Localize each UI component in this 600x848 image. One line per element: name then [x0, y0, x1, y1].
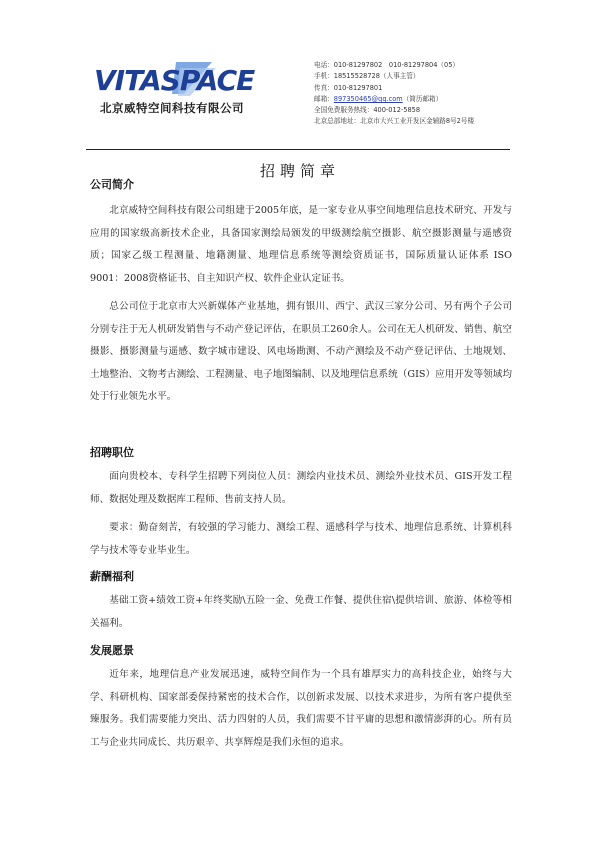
paragraph: 近年来，地理信息产业发展迅速，威特空间作为一个具有雄厚实力的高科技企业，始终与大学、科研机构、国家部委保持紧密的技术合作，以创新求发展、以技术求进步，为所有客户提供至臻服务。我们需要能力突出、活力四射的人员，我们需要不甘平庸的思想和激情澎湃的心。所有员工与企业共同成长、共历艰辛、共享辉煌是我们永恒的追求。 — [90, 669, 512, 748]
section-positions — [90, 444, 512, 562]
letterhead — [88, 56, 528, 140]
section-heading: 公司简介 — [90, 178, 134, 191]
section-heading: 招聘职位 — [90, 446, 134, 459]
contact-mobile: 手机：18515528728（人事主管） — [314, 72, 420, 81]
company-name: 北京威特空间科技有限公司 — [100, 101, 244, 115]
contact-phone: 电话：010-81297802 010-81297804（05） — [314, 61, 460, 69]
contact-address: 北京总部地址：北京市大兴工业开发区金辅路8号2号楼 — [314, 117, 475, 126]
logo-text: VITASPACE — [94, 64, 255, 97]
vitaspace-logo — [88, 56, 288, 100]
paragraph: 面向贵校本、专科学生招聘下列岗位人员：测绘内业技术员、测绘外业技术员、GIS开发工程师、数据处理及数据库工程师、售前支持人员。 — [90, 471, 512, 505]
paragraph: 北京威特空间科技有限公司组建于2005年底，是一家专业从事空间地理信息技术研究、开发与应用的国家级高新技术企业，具备国家测绘局颁发的甲级测绘航空摄影、航空摄影测量与遥感资质；国家乙级工程测量、地籍测量、地理信息系统等测绘资质证书，国际质量认证体系 ISO 9001：2008资格证书、自主知识产权、软件企业认定证书。 — [90, 205, 512, 284]
section-benefits — [90, 568, 512, 635]
contact-email-line — [314, 94, 474, 105]
email-note: （简历邮箱） — [402, 94, 443, 103]
section-company-intro — [90, 176, 512, 409]
paragraph: 基础工资+绩效工资+年终奖励\五险一金、免费工作餐、提供住宿\提供培训、旅游、体检等相关福利。 — [90, 595, 512, 629]
contact-info — [314, 60, 474, 128]
paragraph: 总公司位于北京市大兴新媒体产业基地，拥有银川、西宁、武汉三家分公司、另有两个子公司分别专注于无人机研发销售与不动产登记评估，在职员工260余人。公司在无人机研发、销售、航空摄影、摄影测量与遥感、数字城市建设、风电场勘测、不动产测绘及不动产登记评估、土地规划、土地整治、文物考古测绘、工程测量、电子地图编制、以及地理信息系统（GIS）应用开发等领域均处于行业领先水平。 — [90, 301, 512, 402]
section-heading: 薪酬福利 — [90, 570, 134, 583]
contact-fax: 传真：010-81297801 — [314, 83, 383, 92]
page-title: 招聘简章 — [259, 162, 340, 180]
company-logo — [88, 56, 288, 120]
section-vision — [90, 642, 512, 754]
email-link[interactable]: 897350465@qq.com — [333, 94, 403, 103]
contact-hotline: 全国免费服务热线：400-012-5858 — [314, 106, 421, 115]
header-divider — [86, 149, 510, 150]
section-heading: 发展愿景 — [90, 644, 134, 657]
email-label: 邮箱： — [314, 94, 334, 103]
paragraph: 要求：勤奋刻苦，有较强的学习能力、测绘工程、遥感科学与技术、地理信息系统、计算机科学与技术等专业毕业生。 — [90, 522, 512, 556]
